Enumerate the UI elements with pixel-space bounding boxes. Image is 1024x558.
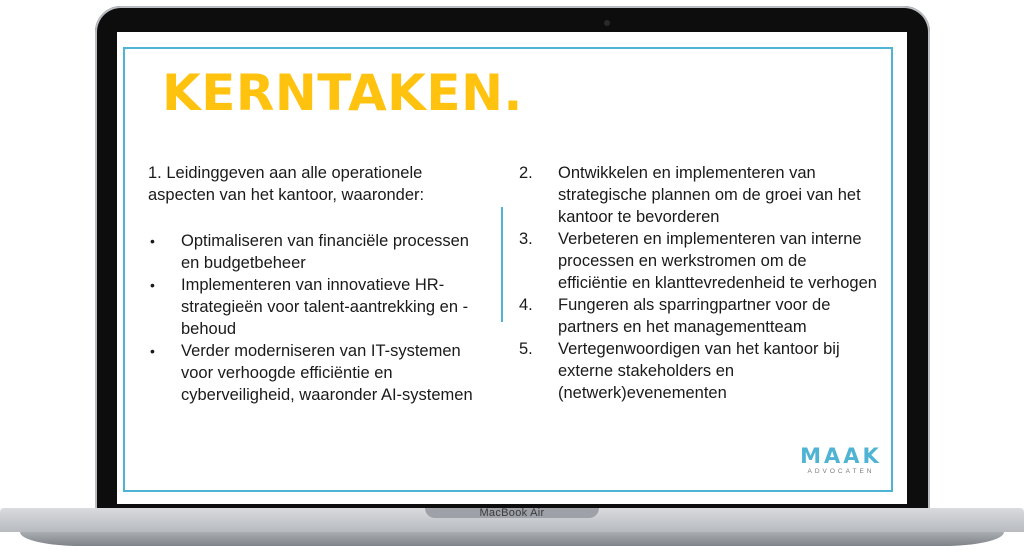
bullet-icon: • [150, 343, 155, 359]
camera-icon [604, 20, 610, 26]
maak-logo [800, 445, 882, 476]
list-item-text: Ontwikkelen en implementeren van strategische plannen om de groei van het kantoor te bevorderen [558, 164, 861, 226]
laptop-screen [117, 32, 907, 504]
device-label: MacBook Air [479, 507, 545, 519]
logo-main-text: MAAK [800, 444, 882, 468]
item-number: 2. [519, 164, 533, 182]
laptop-base-bottom [20, 532, 1004, 546]
list-item-text: Vertegenwoordigen van het kantoor bij externe stakeholders en (netwerk)evenementen [558, 340, 840, 402]
list-item-text: Fungeren als sparringpartner voor de partners en het managementteam [558, 296, 831, 336]
item-number: 3. [519, 230, 533, 248]
intro-text: 1. Leidinggeven aan alle operationele aspecten van het kantoor, waaronder: [148, 164, 425, 204]
bullet-icon: • [150, 233, 155, 249]
list-item [148, 340, 488, 406]
left-column [148, 162, 488, 406]
list-item-text: Implementeren van innovatieve HR-strategieën voor talent-aantrekking en -behoud [181, 276, 469, 338]
list-item [517, 162, 877, 228]
list-item-text: Verbeteren en implementeren van interne processen en werkstromen om de efficiëntie en klanttevredenheid te verhogen [558, 230, 877, 292]
column-divider [501, 207, 503, 322]
list-item [517, 294, 877, 338]
list-item-text: Optimaliseren van financiële processen en budgetbeheer [181, 232, 469, 272]
slide-title: KERNTAKEN. [162, 64, 523, 122]
right-column [517, 162, 877, 404]
numbered-list [517, 162, 877, 404]
logo-sub-text: ADVOCATEN [807, 468, 875, 475]
list-item-text: Verder moderniseren van IT-systemen voor verhoogde efficiëntie en cyberveiligheid, waaronder AI-systemen [181, 342, 473, 404]
item-number: 4. [519, 296, 533, 314]
list-item [517, 228, 877, 294]
list-item [148, 274, 488, 340]
bullet-list [148, 230, 488, 406]
bullet-icon: • [150, 277, 155, 293]
list-item [148, 230, 488, 274]
list-item [517, 338, 877, 404]
item-number: 5. [519, 340, 533, 358]
